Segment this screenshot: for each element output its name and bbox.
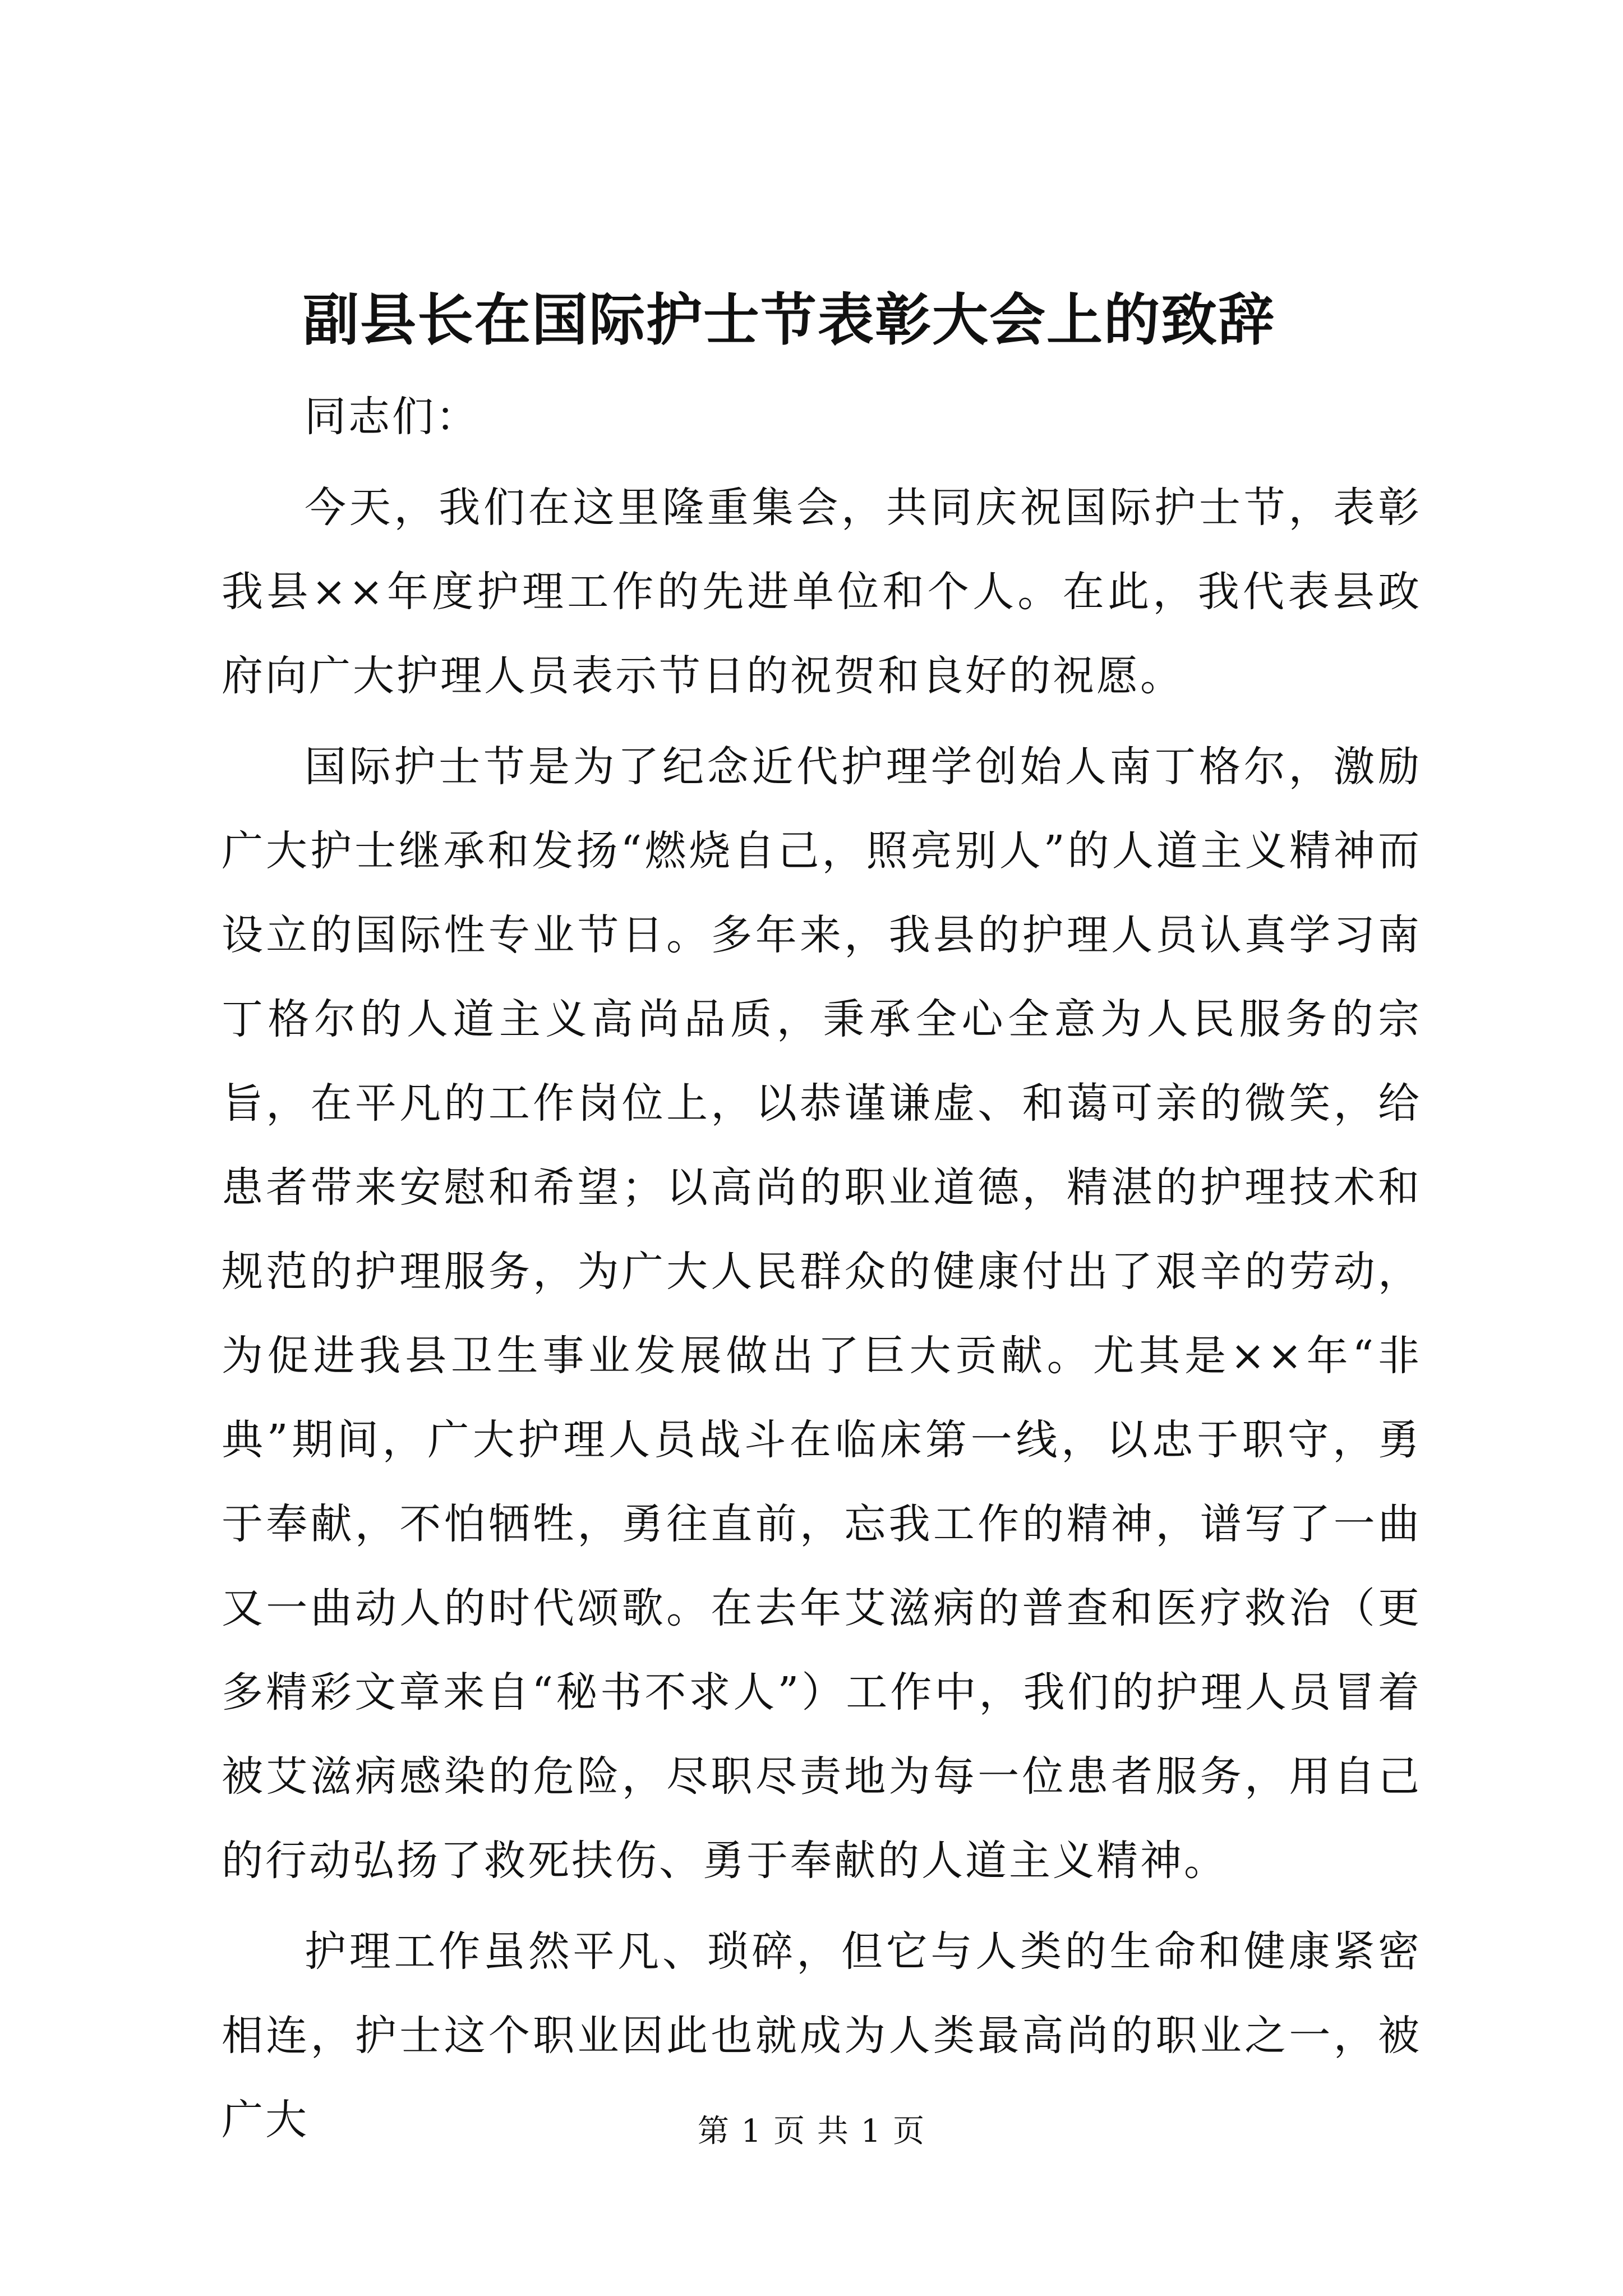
- paragraph-3: 护理工作虽然平凡、琐碎，但它与人类的生命和健康紧密相连，护士这个职业因此也就成为人类最高尚的职业之一，被广大: [222, 1927, 1422, 2144]
- paragraph-2: 国际护士节是为了纪念近代护理学创始人南丁格尔，激励广大护士继承和发扬“燃烧自己，照亮别人”的人道主义精神而设立的国际性专业节日。多年来，我县的护理人员认真学习南丁格尔的人道主义高尚品质，秉承全心全意为人民服务的宗旨，在平凡的工作岗位上，以恭谨谦虚、和蔼可亲的微笑，给患者带来安慰和希望；以高尚的职业道德，精湛的护理技术和规范的护理服务，为广大人民群众的健康付出了艰辛的劳动，为促进我县卫生事业发展做出了巨大贡献。尤其是××年“非典”期间，广大护理人员战斗在临床第一线，以忠于职守，勇于奉献，不怕牺牲，勇往直前，忘我工作的精神，谱写了一曲又一曲动人的时代颂歌。在去年艾滋病的普查和医疗救治（更多精彩文章来自“秘书不求人”）工作中，我们的护理人员冒着被艾滋病感染的危险，尽职尽责地为每一位患者服务，用自己的行动弘扬了救死扶伤、勇于奉献的人道主义精神。: [222, 743, 1422, 1885]
- salutation: 同志们：: [305, 393, 479, 441]
- document-body: [222, 375, 1422, 2162]
- paragraph-1: 今天，我们在这里隆重集会，共同庆祝国际护士节，表彰我县××年度护理工作的先进单位和个人。在此，我代表县政府向广大护理人员表示节日的祝贺和良好的祝愿。: [222, 484, 1422, 700]
- document-title: 副县长在国际护士节表彰大会上的致辞: [303, 287, 1275, 353]
- page-number-footer: 第 1 页 共 1 页: [697, 2113, 926, 2150]
